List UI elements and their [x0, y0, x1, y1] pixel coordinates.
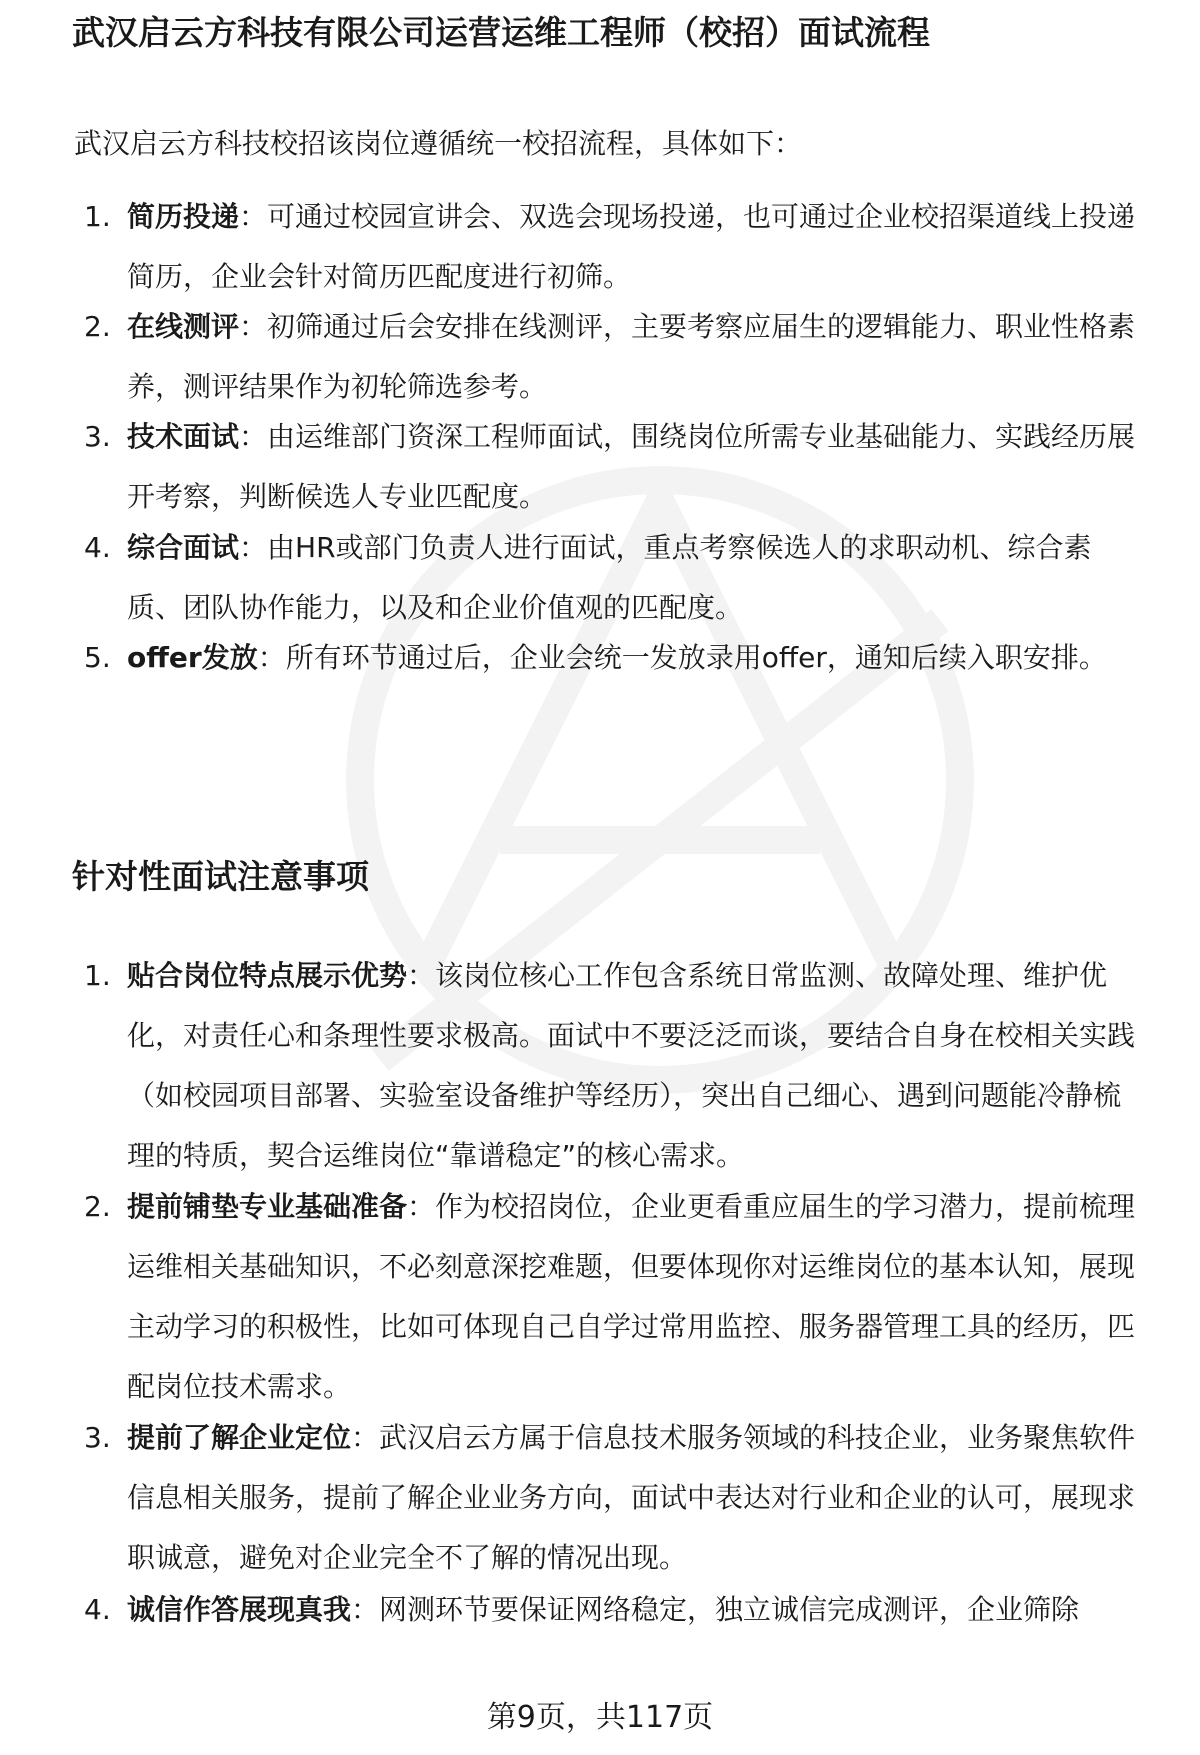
- list-number: 5.: [84, 641, 111, 674]
- list-number: 4.: [84, 1593, 111, 1626]
- item-term: offer发放: [127, 641, 258, 674]
- item-term: 技术面试: [127, 420, 240, 453]
- list-number: 2.: [84, 1190, 111, 1223]
- cut-off-heading: 武汉启云方科技有限公司运营运维工程师（校招）面试流程: [72, 13, 930, 52]
- item-term: 综合面试: [127, 531, 240, 564]
- item-term: 诚信作答展现真我: [127, 1593, 352, 1626]
- section-title: 针对性面试注意事项: [72, 857, 369, 896]
- item-term: 在线测评: [127, 310, 240, 343]
- item-text: ：可通过校园宣讲会、双选会现场投递，也可通过企业校招渠道线上投递简历，企业会针对简历匹配度进行初筛。: [127, 200, 1136, 293]
- item-text: ：所有环节通过后，企业会统一发放录用offer，通知后续入职安排。: [257, 641, 1107, 674]
- list-number: 4.: [84, 531, 111, 564]
- item-text: ：网测环节要保证网络稳定，独立诚信完成测评，企业筛除: [351, 1593, 1080, 1626]
- item-text: ：由运维部门资深工程师面试，围绕岗位所需专业基础能力、实践经历展开考察，判断候选人专业匹配度。: [127, 420, 1136, 513]
- item-term: 贴合岗位特点展示优势: [127, 959, 408, 992]
- item-text: ：初筛通过后会安排在线测评，主要考察应届生的逻辑能力、职业性格素养，测评结果作为初轮筛选参考。: [127, 310, 1136, 403]
- item-text: ：作为校招岗位，企业更看重应届生的学习潜力，提前梳理运维相关基础知识，不必刻意深挖难题，但要体现你对运维岗位的基本认知，展现主动学习的积极性，比如可体现自己自学过常用监控、服务器管理工具的经历，匹配岗位技术需求。: [127, 1190, 1136, 1403]
- item-text: ：武汉启云方属于信息技术服务领域的科技企业，业务聚焦软件信息相关服务，提前了解企业业务方向，面试中表达对行业和企业的认可，展现求职诚意，避免对企业完全不了解的情况出现。: [127, 1421, 1136, 1574]
- list-number: 1.: [84, 959, 111, 992]
- item-text: ：该岗位核心工作包含系统日常监测、故障处理、维护优化，对责任心和条理性要求极高。面试中不要泛泛而谈，要结合自身在校相关实践（如校园项目部署、实验室设备维护等经历），突出自己细心、遇到问题能冷静梳理的特质，契合运维岗位“靠谱稳定”的核心需求。: [127, 959, 1136, 1172]
- item-term: 提前铺垫专业基础准备: [127, 1190, 408, 1223]
- list-number: 2.: [84, 310, 111, 343]
- list-number: 3.: [84, 1421, 111, 1454]
- item-term: 提前了解企业定位: [127, 1421, 352, 1454]
- list-number: 3.: [84, 420, 111, 453]
- intro-paragraph: 武汉启云方科技校招该岗位遵循统一校招流程，具体如下：: [74, 127, 803, 160]
- item-text: ：由HR或部门负责人进行面试，重点考察候选人的求职动机、综合素质、团队协作能力，以及和企业价值观的匹配度。: [127, 531, 1092, 624]
- page-number: 第9页，共117页: [486, 1700, 714, 1735]
- item-term: 简历投递: [127, 200, 240, 233]
- list-number: 1.: [84, 200, 111, 233]
